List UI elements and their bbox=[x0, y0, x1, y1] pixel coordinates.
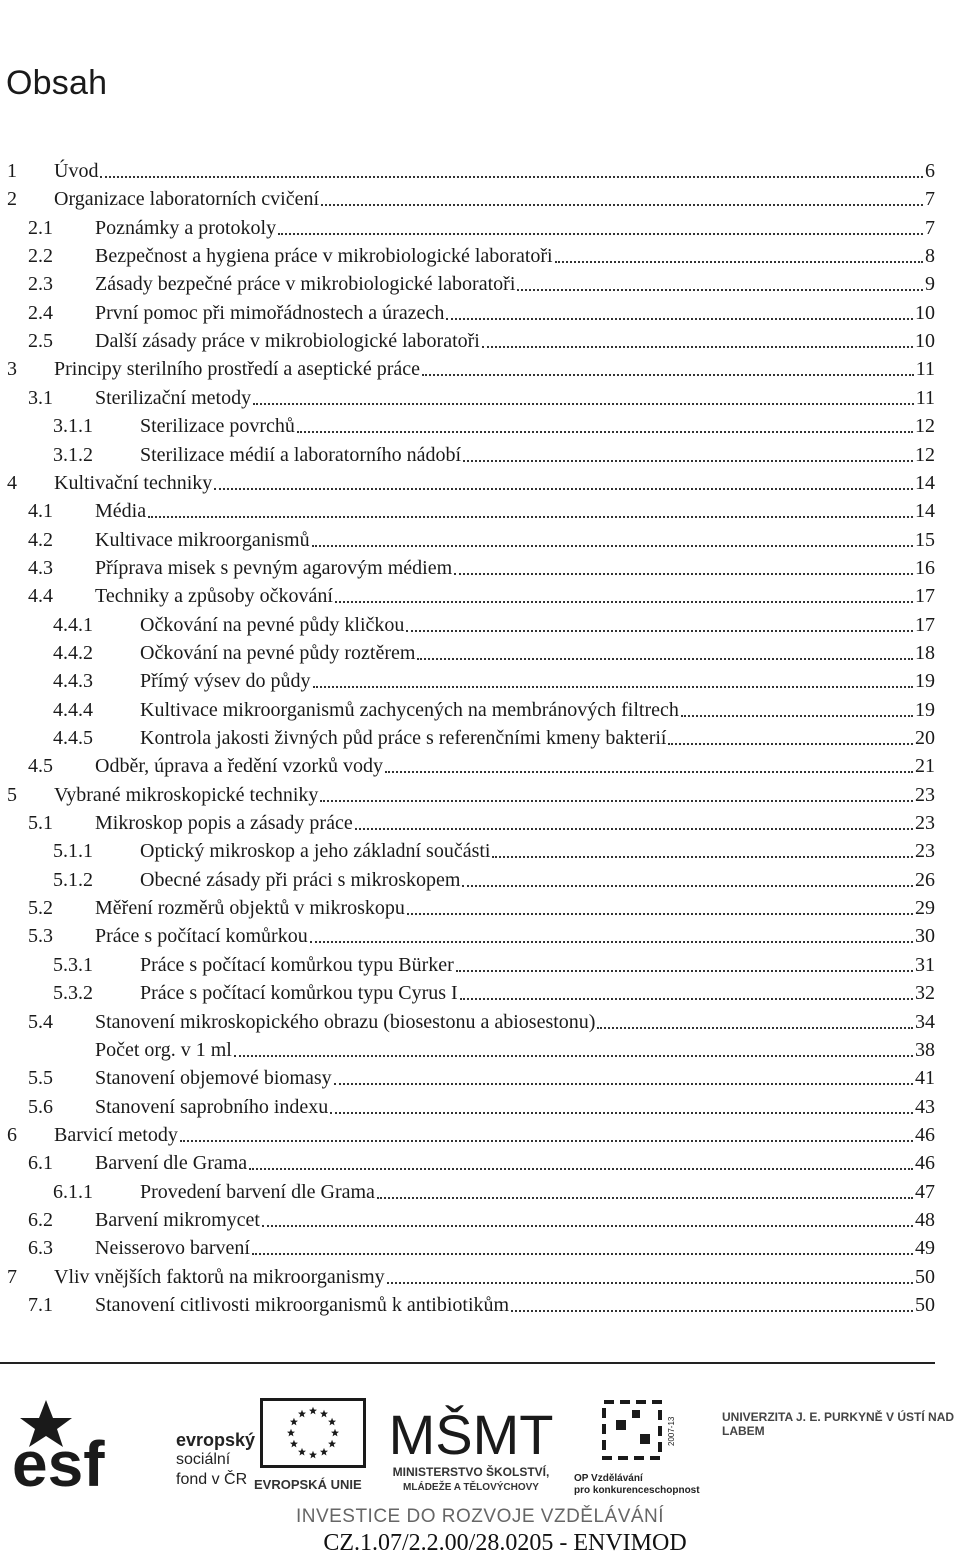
toc-title: Barvení dle Grama bbox=[95, 1152, 248, 1175]
esf-mark-icon bbox=[8, 1396, 168, 1492]
toc-page-number: 12 bbox=[915, 443, 935, 466]
toc-page-number: 46 bbox=[915, 1123, 935, 1146]
toc-entry[interactable] bbox=[0, 866, 935, 894]
msmt-mark-icon bbox=[376, 1394, 566, 1460]
toc-leader-dots bbox=[334, 1064, 913, 1085]
toc-entry[interactable] bbox=[0, 554, 935, 582]
toc-title: Stanovení citlivosti mikroorganismů k antibiotikům bbox=[95, 1294, 510, 1316]
op-line2: pro konkurenceschopnost bbox=[574, 1485, 700, 1496]
toc-number: 4.2 bbox=[28, 528, 53, 551]
toc-entry[interactable] bbox=[0, 611, 935, 639]
op-line1: OP Vzdělávání bbox=[574, 1473, 643, 1484]
toc-number: 6 bbox=[7, 1123, 17, 1146]
toc-leader-dots bbox=[278, 214, 923, 235]
eu-star-icon bbox=[298, 1410, 306, 1418]
toc-page-number: 15 bbox=[915, 528, 935, 551]
toc-page-number: 14 bbox=[915, 500, 935, 523]
toc-entry[interactable] bbox=[0, 1121, 935, 1149]
toc-page-number: 19 bbox=[915, 670, 935, 693]
toc-leader-dots bbox=[456, 951, 913, 972]
toc-leader-dots bbox=[462, 866, 913, 887]
toc-number: 4.3 bbox=[28, 556, 53, 579]
toc-leader-dots bbox=[377, 1178, 913, 1199]
op-mark-icon bbox=[586, 1396, 682, 1468]
toc-entry[interactable] bbox=[0, 781, 935, 809]
toc-leader-dots bbox=[597, 1008, 913, 1029]
toc-page-number: 43 bbox=[915, 1095, 935, 1118]
toc-leader-dots bbox=[310, 922, 913, 943]
toc-title: Stanovení objemové biomasy bbox=[95, 1067, 332, 1090]
eu-star-icon bbox=[320, 1410, 328, 1418]
toc-entry[interactable] bbox=[0, 1036, 935, 1064]
toc-number: 5.4 bbox=[28, 1010, 53, 1033]
toc-number: 6.1.1 bbox=[53, 1180, 93, 1203]
toc-page-number: 50 bbox=[915, 1294, 935, 1316]
toc-page-number: 31 bbox=[915, 953, 935, 976]
toc-number: 1 bbox=[7, 160, 17, 182]
toc-page-number: 17 bbox=[915, 585, 935, 608]
toc-page-number: 26 bbox=[915, 868, 935, 891]
toc-entry[interactable] bbox=[0, 526, 935, 554]
toc-leader-dots bbox=[355, 809, 913, 830]
toc-entry[interactable] bbox=[0, 922, 935, 950]
toc-page-number: 17 bbox=[915, 613, 935, 636]
toc-title: Sterilizační metody bbox=[95, 386, 252, 409]
toc-page-number: 38 bbox=[915, 1038, 935, 1061]
toc-entry[interactable] bbox=[0, 214, 935, 242]
esf-line1: evropský bbox=[176, 1430, 256, 1450]
toc-leader-dots bbox=[249, 1149, 913, 1170]
toc-page-number: 7 bbox=[925, 188, 935, 211]
toc-title: Úvod bbox=[54, 160, 99, 182]
toc-title: Bezpečnost a hygiena práce v mikrobiologické laboratoři bbox=[95, 245, 553, 268]
toc-leader-dots bbox=[482, 327, 913, 348]
toc-title: Principy sterilního prostředí a aseptické práce bbox=[54, 358, 420, 381]
toc-number: 4.4.5 bbox=[53, 727, 93, 749]
toc-leader-dots bbox=[668, 724, 913, 745]
toc-page-number: 23 bbox=[915, 812, 935, 835]
toc-entry[interactable] bbox=[0, 809, 935, 837]
toc-number: 5.2 bbox=[28, 897, 53, 920]
toc-entry[interactable] bbox=[0, 412, 935, 440]
invest-label: INVESTICE DO ROZVOJE VZDĚLÁVÁNÍ bbox=[295, 1506, 665, 1527]
toc-number: 5.3.1 bbox=[53, 953, 93, 976]
toc-entry[interactable] bbox=[0, 1234, 935, 1262]
toc-number: 5.6 bbox=[28, 1095, 53, 1118]
eu-star-icon bbox=[290, 1440, 298, 1448]
toc-number: 5.3.2 bbox=[53, 982, 93, 1005]
toc-number: 4 bbox=[7, 471, 17, 494]
toc-number: 5.5 bbox=[28, 1067, 53, 1090]
toc-leader-dots bbox=[454, 554, 913, 575]
toc-title: Odběr, úprava a ředění vzorků vody bbox=[95, 755, 383, 778]
toc-page-number: 46 bbox=[915, 1152, 935, 1175]
toc-page-number: 30 bbox=[915, 925, 935, 948]
toc-title: Kultivační techniky bbox=[54, 471, 213, 494]
toc-number: 2.3 bbox=[28, 273, 53, 296]
toc-title: Kontrola jakosti živných půd práce s referenčními kmeny bakterií bbox=[140, 727, 667, 749]
toc-number: 4.4 bbox=[28, 585, 53, 608]
toc-leader-dots bbox=[100, 157, 923, 178]
footer-logos bbox=[0, 1378, 960, 1498]
esf-mark: esf bbox=[12, 1428, 105, 1492]
toc-entry[interactable] bbox=[0, 752, 935, 780]
toc-title: Mikroskop popis a zásady práce bbox=[95, 812, 353, 835]
msmt-logo bbox=[376, 1394, 566, 1494]
toc-number: 3 bbox=[7, 358, 17, 381]
toc-entry[interactable] bbox=[0, 242, 935, 270]
toc-number: 4.4.4 bbox=[53, 698, 93, 721]
toc-leader-dots bbox=[387, 1263, 913, 1284]
eu-star-icon bbox=[287, 1429, 295, 1437]
toc-number: 5.1.1 bbox=[53, 840, 93, 863]
toc-entry[interactable] bbox=[0, 724, 935, 752]
toc-title: Optický mikroskop a jeho základní součásti bbox=[140, 840, 491, 863]
toc-entry[interactable] bbox=[0, 1263, 935, 1291]
toc-entry[interactable] bbox=[0, 185, 935, 213]
toc-number: 4.4.1 bbox=[53, 613, 93, 636]
toc-title: Zásady bezpečné práce v mikrobiologické laboratoři bbox=[95, 273, 516, 296]
footer-divider bbox=[0, 1362, 935, 1364]
toc-title: Média bbox=[95, 500, 147, 523]
toc-page-number: 34 bbox=[915, 1010, 935, 1033]
toc-number: 2.2 bbox=[28, 245, 53, 268]
toc-entry[interactable] bbox=[0, 951, 935, 979]
toc-page-number: 48 bbox=[915, 1208, 935, 1231]
toc-number: 4.4.3 bbox=[53, 670, 93, 693]
toc-page-number: 16 bbox=[915, 556, 935, 579]
toc-leader-dots bbox=[517, 270, 923, 291]
toc-title: Práce s počítací komůrkou bbox=[95, 925, 308, 948]
esf-line3: fond v ČR bbox=[176, 1471, 248, 1488]
eu-logo bbox=[254, 1398, 374, 1498]
toc-number: 7 bbox=[7, 1265, 17, 1288]
toc-page-number: 49 bbox=[915, 1237, 935, 1260]
toc-leader-dots bbox=[252, 1234, 913, 1255]
toc-title: Vliv vnějších faktorů na mikroorganismy bbox=[54, 1265, 385, 1288]
toc-leader-dots bbox=[511, 1291, 913, 1312]
toc-page-number: 47 bbox=[915, 1180, 935, 1203]
toc-title: Očkování na pevné půdy roztěrem bbox=[140, 641, 416, 664]
toc-number: 5.1.2 bbox=[53, 868, 93, 891]
toc-leader-dots bbox=[463, 441, 913, 462]
toc-title: Obecné zásady při práci s mikroskopem bbox=[140, 868, 461, 891]
eu-star-icon bbox=[331, 1429, 339, 1437]
toc-title: Měření rozměrů objektů v mikroskopu bbox=[95, 897, 405, 920]
eu-star-icon bbox=[320, 1448, 328, 1456]
toc-title: Práce s počítací komůrkou typu Cyrus I bbox=[140, 982, 458, 1005]
toc-number: 5 bbox=[7, 783, 17, 806]
toc-number: 2.1 bbox=[28, 216, 53, 239]
toc-title: Kultivace mikroorganismů zachycených na membránových filtrech bbox=[140, 698, 679, 721]
toc-number: 4.1 bbox=[28, 500, 53, 523]
toc-number: 7.1 bbox=[28, 1294, 53, 1316]
eu-star-icon bbox=[328, 1440, 336, 1448]
toc-number: 2.5 bbox=[28, 330, 53, 353]
toc-page-number: 32 bbox=[915, 982, 935, 1005]
toc-leader-dots bbox=[313, 667, 913, 688]
eu-star-icon bbox=[309, 1451, 317, 1459]
toc-leader-dots bbox=[297, 412, 913, 433]
toc-leader-dots bbox=[330, 1093, 913, 1114]
toc-entry[interactable] bbox=[0, 667, 935, 695]
toc-entry[interactable] bbox=[0, 469, 935, 497]
toc-entry[interactable] bbox=[0, 1093, 935, 1121]
toc-page-number: 10 bbox=[915, 330, 935, 353]
toc-entry[interactable] bbox=[0, 1008, 935, 1036]
eu-star-icon bbox=[290, 1418, 298, 1426]
toc-entry[interactable] bbox=[0, 1291, 935, 1319]
toc-number: 5.1 bbox=[28, 812, 53, 835]
toc-leader-dots bbox=[492, 837, 913, 858]
toc-leader-dots bbox=[180, 1121, 913, 1142]
eu-label: EVROPSKÁ UNIE bbox=[254, 1477, 362, 1492]
toc-number: 4.4.2 bbox=[53, 641, 93, 664]
toc-entry[interactable] bbox=[0, 327, 935, 355]
toc-leader-dots bbox=[321, 185, 923, 206]
toc-leader-dots bbox=[555, 242, 923, 263]
toc-title: Stanovení mikroskopického obrazu (biosestonu a abiosestonu) bbox=[95, 1010, 596, 1033]
toc-title: Příprava misek s pevným agarovým médiem bbox=[95, 556, 453, 579]
toc-page-number: 29 bbox=[915, 897, 935, 920]
toc-title: Očkování na pevné půdy kličkou bbox=[140, 613, 405, 636]
toc-leader-dots bbox=[335, 582, 913, 603]
toc-page-number: 21 bbox=[915, 755, 935, 778]
toc-entry[interactable] bbox=[0, 979, 935, 1007]
toc-page-number: 12 bbox=[915, 415, 935, 438]
toc-title: Sterilizace médií a laboratorního nádobí bbox=[140, 443, 461, 466]
toc-entry[interactable] bbox=[0, 1149, 935, 1177]
toc-number: 2.4 bbox=[28, 301, 53, 324]
toc-page-number: 10 bbox=[915, 301, 935, 324]
toc-entry[interactable] bbox=[0, 384, 935, 412]
toc-leader-dots bbox=[385, 752, 913, 773]
toc-title: Další zásady práce v mikrobiologické laboratoři bbox=[95, 330, 480, 353]
eu-star-icon bbox=[328, 1418, 336, 1426]
toc-leader-dots bbox=[320, 781, 913, 802]
toc-entry[interactable] bbox=[0, 1206, 935, 1234]
toc-leader-dots bbox=[406, 611, 913, 632]
esf-line2: sociální bbox=[176, 1451, 231, 1468]
toc-number: 6.1 bbox=[28, 1152, 53, 1175]
toc-entry[interactable] bbox=[0, 270, 935, 298]
toc-title: První pomoc při mimořádnostech a úrazech bbox=[95, 301, 445, 324]
toc-leader-dots bbox=[681, 696, 913, 717]
toc-leader-dots bbox=[253, 384, 914, 405]
toc-leader-dots bbox=[417, 639, 913, 660]
toc-title: Sterilizace povrchů bbox=[140, 415, 295, 438]
eu-flag-icon bbox=[260, 1398, 366, 1468]
esf-logo bbox=[8, 1396, 256, 1496]
toc-page-number: 18 bbox=[915, 641, 935, 664]
toc-title: Techniky a způsoby očkování bbox=[95, 585, 333, 608]
toc-number: 3.1 bbox=[28, 386, 53, 409]
project-code: CZ.1.07/2.2.00/28.0205 - ENVIMOD bbox=[323, 1530, 687, 1556]
toc-page-number: 9 bbox=[925, 273, 935, 296]
toc-leader-dots bbox=[312, 526, 913, 547]
toc-entry[interactable] bbox=[0, 355, 935, 383]
toc-number: 5.3 bbox=[28, 925, 53, 948]
toc-number: 4.5 bbox=[28, 755, 53, 778]
op-logo bbox=[574, 1396, 704, 1496]
msmt-line2: MLÁDEŽE A TĚLOVÝCHOVY bbox=[403, 1482, 539, 1493]
toc-page-number: 11 bbox=[915, 358, 935, 381]
toc-page-number: 11 bbox=[915, 386, 935, 409]
toc-entry[interactable] bbox=[0, 582, 935, 610]
toc-page-number: 7 bbox=[925, 216, 935, 239]
toc-entry[interactable] bbox=[0, 441, 935, 469]
toc-page-number: 50 bbox=[915, 1265, 935, 1288]
toc-leader-dots bbox=[234, 1036, 913, 1057]
toc-leader-dots bbox=[422, 355, 914, 376]
page-title: Obsah bbox=[6, 64, 108, 102]
toc-number: 2 bbox=[7, 188, 17, 211]
toc-leader-dots bbox=[214, 469, 913, 490]
toc-number: 6.2 bbox=[28, 1208, 53, 1231]
msmt-line1: MINISTERSTVO ŠKOLSTVÍ, bbox=[392, 1465, 550, 1479]
toc-title: Neisserovo barvení bbox=[95, 1237, 250, 1260]
toc-title: Poznámky a protokoly bbox=[95, 216, 277, 239]
toc-entry[interactable] bbox=[0, 837, 935, 865]
toc-page-number: 14 bbox=[915, 471, 935, 494]
op-years: 2007-13 bbox=[667, 1416, 676, 1446]
toc-page-number: 20 bbox=[915, 727, 935, 749]
toc-title: Vybrané mikroskopické techniky bbox=[54, 783, 319, 806]
eu-star-icon bbox=[298, 1448, 306, 1456]
toc-entry[interactable] bbox=[0, 639, 935, 667]
toc-title: Barvicí metody bbox=[54, 1123, 178, 1146]
toc-page-number: 41 bbox=[915, 1067, 935, 1090]
toc-leader-dots bbox=[407, 894, 913, 915]
toc-number: 3.1.2 bbox=[53, 443, 93, 466]
toc-entry[interactable] bbox=[0, 497, 935, 525]
toc-entry[interactable] bbox=[0, 894, 935, 922]
toc-page-number: 19 bbox=[915, 698, 935, 721]
toc-leader-dots bbox=[446, 299, 913, 320]
toc-leader-dots bbox=[460, 979, 913, 1000]
toc-title: Stanovení saprobního indexu bbox=[95, 1095, 329, 1118]
toc-entry[interactable] bbox=[0, 1064, 935, 1092]
toc-leader-dots bbox=[148, 497, 913, 518]
toc-entry[interactable] bbox=[0, 299, 935, 327]
toc-page-number: 6 bbox=[925, 160, 935, 182]
ujep-label: UNIVERZITA J. E. PURKYNĚ V ÚSTÍ NAD LABEM bbox=[722, 1410, 955, 1438]
msmt-mark: MŠMT bbox=[388, 1403, 554, 1460]
toc-title: Přímý výsev do půdy bbox=[140, 670, 311, 693]
toc-leader-dots bbox=[262, 1206, 913, 1227]
toc-title: Barvení mikromycet bbox=[95, 1208, 260, 1231]
toc-title: Práce s počítací komůrkou typu Bürker bbox=[140, 953, 454, 976]
toc-number: 6.3 bbox=[28, 1237, 53, 1260]
toc-page-number: 8 bbox=[925, 245, 935, 268]
toc-title: Kultivace mikroorganismů bbox=[95, 528, 310, 551]
toc-title: Organizace laboratorních cvičení bbox=[54, 188, 320, 211]
toc-page-number: 23 bbox=[915, 840, 935, 863]
toc-entry[interactable] bbox=[0, 157, 935, 185]
toc-entry[interactable] bbox=[0, 1178, 935, 1206]
toc-entry[interactable] bbox=[0, 696, 935, 724]
eu-star-icon bbox=[309, 1407, 317, 1415]
toc-number: 3.1.1 bbox=[53, 415, 93, 438]
toc-page-number: 23 bbox=[915, 783, 935, 806]
toc-title: Provedení barvení dle Grama bbox=[140, 1180, 375, 1203]
toc-title: Počet org. v 1 ml bbox=[95, 1038, 232, 1061]
